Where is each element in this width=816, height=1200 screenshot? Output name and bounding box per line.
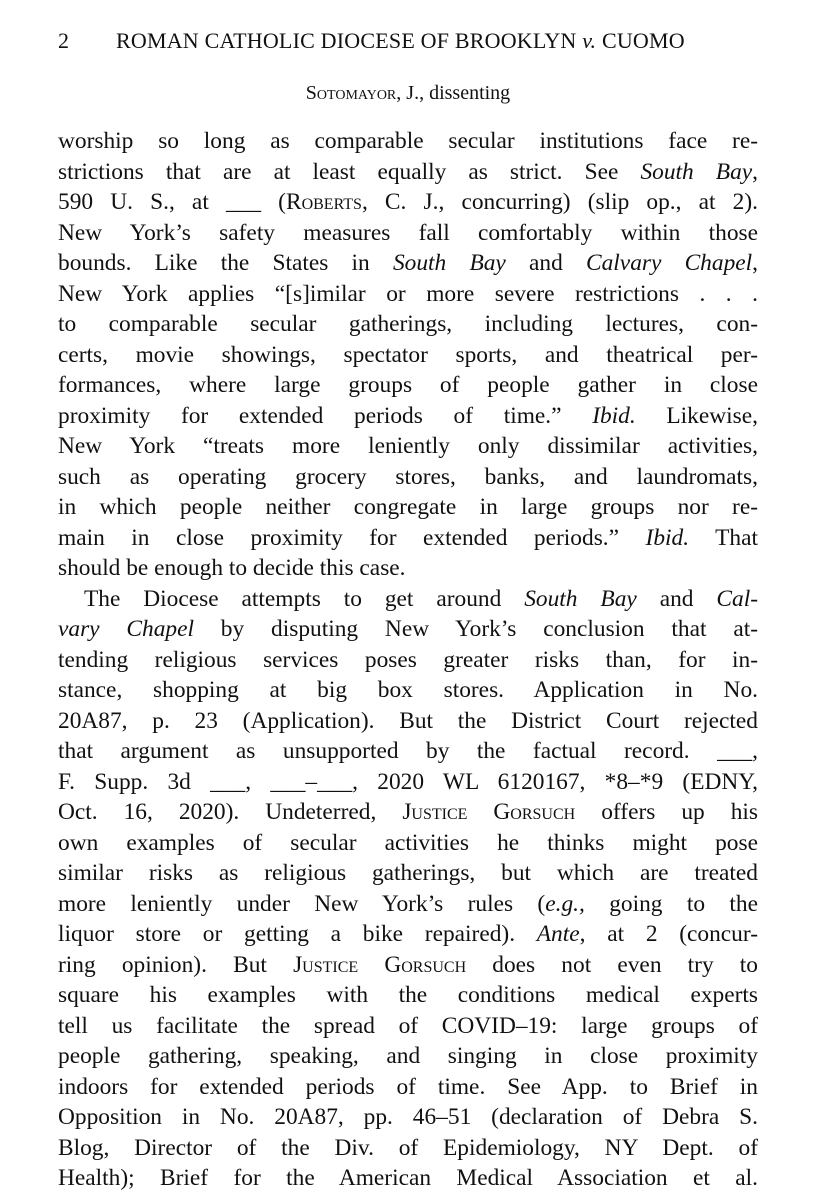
text-line: Oct. 16, 2020). Undeterred, Justice Gorsuch offers up his: [58, 799, 759, 825]
text-line: tending religious services poses greater risks than, for in-: [58, 646, 758, 673]
text-line: that argument as unsupported by the factual record. ___,: [58, 738, 758, 764]
text-line: vary Chapel by disputing New York’s conclusion that at-: [58, 616, 758, 642]
ibid-citation: Ibid.: [592, 402, 636, 429]
text-line: Opposition in No. 20A87, pp. 46–51 (declaration of Debra S.: [58, 1104, 758, 1130]
paragraph-1: [58, 126, 758, 584]
justice-name: Justice Gorsuch: [293, 951, 467, 978]
justice-name: Roberts: [285, 189, 362, 215]
opinion-suffix: , J., dissenting: [396, 82, 511, 104]
text-line: New York’s safety measures fall comfortably within those: [58, 219, 758, 246]
text-line: 590 U. S., at ___ (Roberts, C. J., concurring) (slip op., at 2).: [58, 189, 758, 215]
text-line: main in close proximity for extended periods.” Ibid. That: [58, 524, 758, 551]
text-line: certs, movie showings, spectator sports, and theatrical per-: [58, 341, 758, 368]
text-line: New York applies “[s]imilar or more severe restrictions . . .: [58, 280, 758, 307]
paragraph-2: [58, 584, 758, 1194]
text-line: in which people neither congregate in large groups nor re-: [58, 494, 758, 520]
case-citation: South Bay: [392, 250, 506, 276]
text-line: square his examples with the conditions medical experts: [58, 982, 758, 1008]
case-title-versus: v.: [582, 28, 597, 53]
text-line: such as operating grocery stores, banks, and laundromats,: [58, 463, 758, 490]
text-line: to comparable secular gatherings, including lectures, con-: [58, 311, 758, 337]
text-line: tell us facilitate the spread of COVID–19: large groups of: [58, 1012, 758, 1039]
text-line: proximity for extended periods of time.” Ibid. Likewise,: [58, 402, 758, 429]
text-line: formances, where large groups of people gather in close: [58, 372, 758, 398]
text-line: New York “treats more leniently only dissimilar activities,: [58, 433, 758, 459]
text-line: bounds. Like the States in South Bay and Calvary Chapel,: [58, 250, 759, 276]
text-line: similar risks as religious gatherings, but which are treated: [58, 860, 758, 886]
case-citation: South Bay: [640, 158, 753, 185]
text-line: indoors for extended periods of time. See App. to Brief in: [58, 1073, 758, 1100]
page-number: 2: [58, 28, 69, 53]
text-line: own examples of secular activities he thinks might pose: [58, 829, 758, 856]
case-title: [116, 26, 685, 56]
text-line: ring opinion). But Justice Gorsuch does not even try to: [58, 951, 758, 978]
text-line: worship so long as comparable secular institutions face re-: [58, 128, 758, 154]
ibid-citation: Ibid.: [645, 524, 690, 551]
case-title-parties-a: ROMAN CATHOLIC DIOCESE OF BROOKLYN: [116, 28, 577, 53]
text-line: Blog, Director of the Div. of Epidemiology, NY Dept. of: [58, 1134, 758, 1161]
running-head: [58, 26, 758, 56]
case-title-parties-b: CUOMO: [601, 28, 685, 53]
text-line: liquor store or getting a bike repaired). Ante, at 2 (concur-: [58, 921, 758, 947]
justice-name: Justice Gorsuch: [402, 799, 576, 825]
case-citation: Calvary Chapel: [586, 250, 753, 276]
text-line: more leniently under New York’s rules (e.g., going to the: [58, 890, 758, 917]
case-citation: Cal-: [716, 585, 759, 612]
text-line: F. Supp. 3d ___, ___–___, 2020 WL 6120167, *8–*9 (EDNY,: [58, 768, 758, 795]
text-line: 20A87, p. 23 (Application). But the District Court rejected: [58, 707, 758, 734]
opinion-justice: Sotomayor: [305, 82, 397, 104]
case-citation: vary Chapel: [58, 616, 194, 642]
text-line: Health); Brief for the American Medical Association et al.: [58, 1165, 758, 1191]
ante-citation: Ante: [536, 921, 580, 947]
signal-eg: e.g.,: [545, 890, 585, 917]
opinion-label: [0, 79, 816, 107]
opinion-body: [58, 126, 758, 1194]
text-line: should be enough to decide this case.: [58, 555, 406, 581]
case-citation: South Bay: [524, 585, 637, 612]
text-line: strictions that are at least equally as strict. See South Bay,: [58, 158, 759, 185]
text-line: stance, shopping at big box stores. Application in No.: [58, 677, 758, 703]
text-line: people gathering, speaking, and singing in close proximity: [58, 1043, 758, 1069]
text-line: The Diocese attempts to get around South Bay and Cal-: [84, 585, 759, 612]
